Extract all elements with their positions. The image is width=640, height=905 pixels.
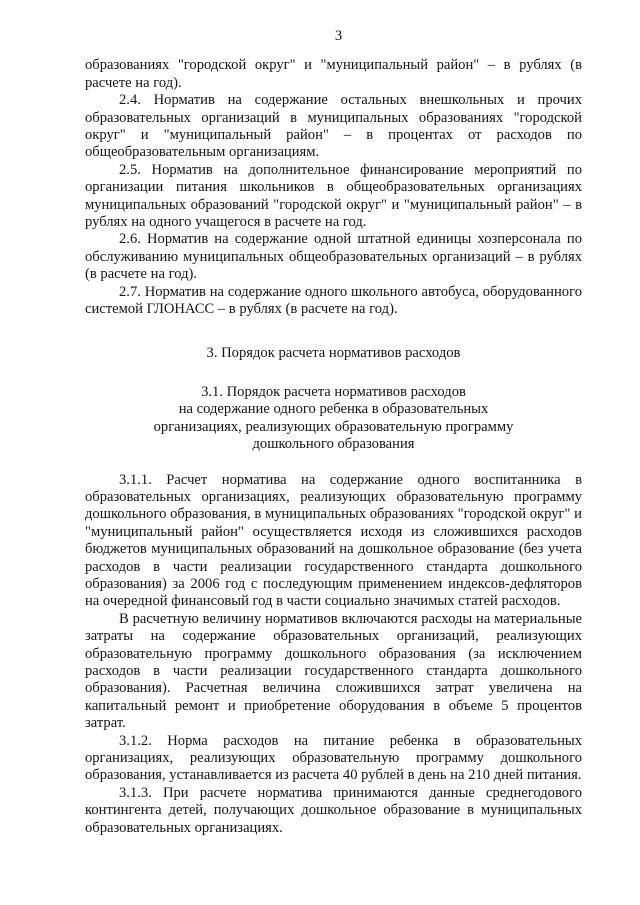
subsection-heading	[85, 384, 582, 454]
subsection-heading-line: дошкольного образования	[252, 436, 415, 453]
paragraph-3-1-1: 3.1.1. Расчет норматива на содержание одного воспитанника в образовательных организациях, реализующих образовательную программу дошкольного образования, в муниципальных образованиях "городской округ" и "муниципальный район" осуществляется исходя из сложившихся расходов бюджетов муниципальных образований на дошкольное образование (без учета расходов в части реализации государственного стандарта дошкольного образования) за 2006 год с последующим применением индексов-дефляторов на очередной финансовый год в части социально значимых статей расходов.	[85, 471, 582, 610]
subsection-heading-line: организациях, реализующих образовательную программу	[153, 418, 514, 435]
subsection-heading-line: на содержание одного ребенка в образовательных	[178, 401, 489, 418]
paragraph-3-1-3: 3.1.3. При расчете норматива принимаются данные среднегодового контингента детей, получающих дошкольное образование в муниципальных образовательных организациях.	[85, 784, 582, 836]
page-number: 3	[334, 28, 343, 44]
section-heading: 3. Порядок расчета нормативов расходов	[206, 344, 461, 361]
paragraph-2-4: 2.4. Норматив на содержание остальных внешкольных и прочих образовательных организаций в муниципальных образованиях "городской округ" и "муниципальный район" – в процентах от расходов по общеобразовательным организациям.	[85, 92, 582, 161]
paragraph-2-6: 2.6. Норматив на содержание одной штатной единицы хозперсонала по обслуживанию муниципальных общеобразовательных организаций – в рублях (в расчете на год).	[85, 231, 582, 283]
paragraph-3-1-2: 3.1.2. Норма расходов на питание ребенка в образовательных организациях, реализующих образовательную программу дошкольного образования, устанавливается из расчета 40 рублей в день на 210 дней питания.	[85, 732, 582, 784]
subsection-heading-line: 3.1. Порядок расчета нормативов расходов	[201, 383, 466, 400]
paragraph-continuation: образованиях "городской округ" и "муниципальный район" – в рублях (в расчете на год).	[85, 57, 582, 91]
paragraph-expenses: В расчетную величину нормативов включаются расходы на материальные затраты на содержание образовательных организаций, реализующих образовательную программу дошкольного образования (за исключением расходов в части реализации государственного стандарта дошкольного образования). Расчетная величина сложившихся затрат увеличена на капитальный ремонт и приобретение оборудования в объеме 5 процентов затрат.	[85, 610, 582, 732]
paragraph-2-7: 2.7. Норматив на содержание одного школьного автобуса, оборудованного системой ГЛОНАСС – в рублях (в расчете на год).	[85, 283, 582, 318]
paragraph-2-5: 2.5. Норматив на дополнительное финансирование мероприятий по организации питания школьников в общеобразовательных организациях муниципальных образований "городской округ" и "муниципальный район" – в рублях на одного учащегося в расчете на год.	[85, 161, 582, 231]
